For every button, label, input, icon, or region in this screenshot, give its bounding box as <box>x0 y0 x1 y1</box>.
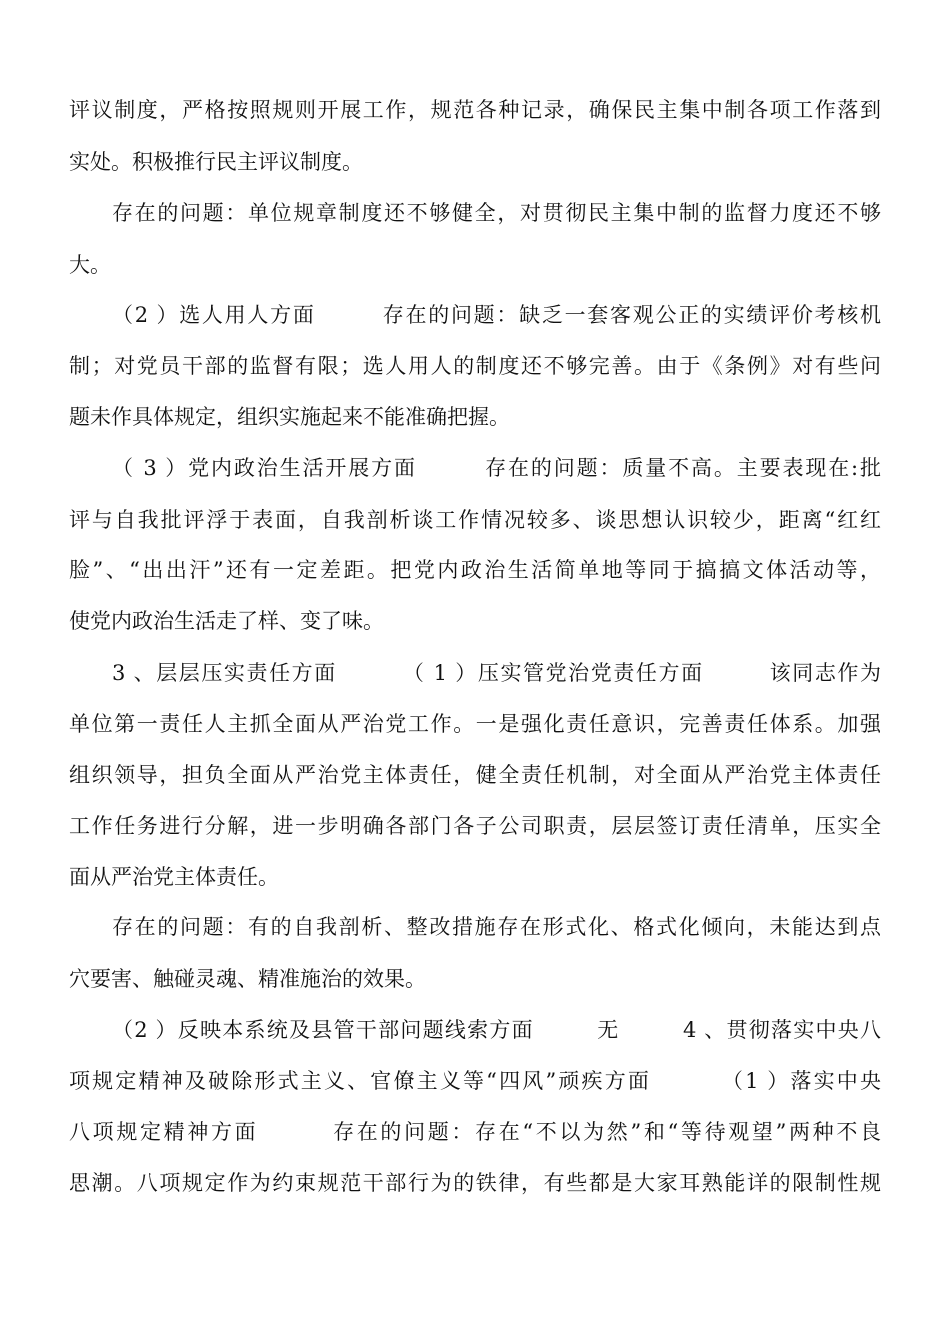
text-line: 面从严治党主体责任。 <box>69 865 279 889</box>
text-line: 单位第一责任人主抓全面从严治党工作。一是强化责任意识，完善责任体系。加强 <box>69 712 881 736</box>
text-line: 思潮。八项规定作为约束规范干部行为的铁律，有些都是大家耳熟能详的限制性规 <box>69 1171 881 1195</box>
text-line: 存在的问题：有的自我剖析、整改措施存在形式化、格式化倾向，未能达到点 <box>112 915 881 939</box>
text-line: 存在的问题：单位规章制度还不够健全，对贯彻民主集中制的监督力度还不够 <box>112 201 881 225</box>
text-line: 组织领导，担负全面从严治党主体责任，健全责任机制，对全面从严治党主体责任 <box>69 763 881 787</box>
text-line: 3 、层层压实责任方面 （ 1 ）压实管党治党责任方面 该同志作为 <box>112 661 881 685</box>
text-line: 制；对党员干部的监督有限；选人用人的制度还不够完善。由于《条例》对有些问 <box>69 354 881 378</box>
text-line: 使党内政治生活走了样、变了味。 <box>69 609 384 633</box>
text-line: （ 3 ）党内政治生活开展方面 存在的问题：质量不高。主要表现在:批 <box>112 456 881 480</box>
text-line: 脸”、“出出汗”还有一定差距。把党内政治生活简单地等同于搞搞文体活动等， <box>69 558 881 582</box>
text-line: 八项规定精神方面 存在的问题：存在“不以为然”和“等待观望”两种不良 <box>69 1120 881 1144</box>
text-line: （2 ）反映本系统及县管干部问题线索方面 无 4 、贯彻落实中央八 <box>112 1018 881 1042</box>
text-line: 评议制度，严格按照规则开展工作，规范各种记录，确保民主集中制各项工作落到 <box>69 98 881 122</box>
text-line: 评与自我批评浮于表面，自我剖析谈工作情况较多、谈思想认识较少，距离“红红 <box>69 508 881 532</box>
text-line: 项规定精神及破除形式主义、官僚主义等“四风”顽疾方面 （1 ）落实中央 <box>69 1069 881 1093</box>
text-line: 工作任务进行分解，进一步明确各部门各子公司职责，层层签订责任清单，压实全 <box>69 814 881 838</box>
text-line: 题未作具体规定，组织实施起来不能准确把握。 <box>69 405 510 429</box>
text-line: 实处。积极推行民主评议制度。 <box>69 150 363 174</box>
text-line: （2 ）选人用人方面 存在的问题：缺乏一套客观公正的实绩评价考核机 <box>112 303 881 327</box>
text-line: 大。 <box>69 253 111 277</box>
text-line: 穴要害、触碰灵魂、精准施治的效果。 <box>69 967 426 991</box>
